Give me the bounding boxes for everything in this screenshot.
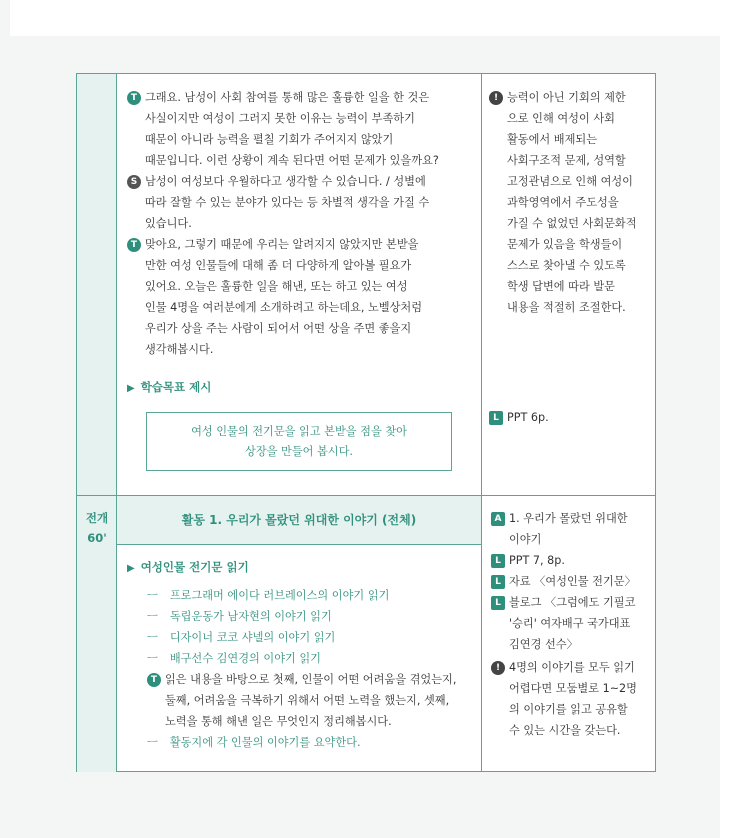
ppt-l-icon: L — [491, 554, 505, 568]
learning-goal-box: 여성 인물의 전기문을 읽고 본받을 점을 찾아 상장을 만들어 봅시다. — [146, 412, 452, 471]
lesson-plan-table — [76, 73, 656, 772]
list-item: 배구선수 김연경의 이야기 읽기 — [169, 652, 321, 665]
teacher-line-2: T 맞아요, 그렇기 때문에 우리는 알려지지 않았지만 본받을 만한 여성 인물들에 대해 좀 더 다양하게 알아볼 필요가 있어요. 오늘은 훌륭한 일을 해낸, 또는 하고 있는 여성 인물 4명을 여러분에게 소개하려고 하는데요, 노벨상처럼 우리가 상을 주는 사람이 되어서 어떤 상을 주면 좋을지 생각해봅시다. — [145, 234, 422, 360]
stage-cell-intro — [77, 74, 117, 496]
teacher-badge-icon: T — [127, 91, 141, 105]
exclamation-icon: ! — [491, 661, 505, 675]
goal-heading: ▶ 학습목표 제시 — [127, 380, 212, 394]
activity-caution-note: ! 4명의 이야기를 모두 읽기 어렵다면 모둠별로 1~2명 의 이야기를 읽고 공유할 수 있는 시간을 갖는다. — [509, 657, 637, 741]
student-line-1: S 남성이 여성보다 우월하다고 생각할 수 있습니다. / 성별에 따라 잘할 수 있는 분야가 있다는 등 차별적 생각을 가질 수 있습니다. — [145, 171, 429, 234]
teacher-line-3: T 읽은 내용을 바탕으로 첫째, 인물이 어떤 어려움을 겪었는지, 둘째, 어려움을 극복하기 위해서 어떤 노력을 했는지, 셋째, 노력을 통해 해낸 일은 무엇인지 정리해봅시다. — [165, 669, 456, 732]
activity-material-notes: L PPT 7, 8p. L 자료 〈여성인물 전기문〉 L 블로그 〈그럼에도 기필코 '승리' 여자배구 국가대표 김연경 선수〉 — [509, 550, 636, 655]
triangle-icon: ▶ — [127, 563, 135, 574]
stage-time: 60' — [87, 531, 107, 545]
activity-summary: ㅡ 활동지에 각 인물의 이야기를 요약한다. — [147, 736, 361, 749]
intro-caution-note: ! 능력이 아닌 기회의 제한 으로 인해 여성이 사회 활동에서 배제되는 사회구조적 문제, 성역할 고정관념으로 인해 여성이 과학영역에서 주도성을 가질 수 없었던 사회문화적 문제가 있음을 학생들이 스스로 찾아낼 수 있도록 학생 답변에 따라 발문 내용을 적절히 조절한다. — [507, 87, 637, 318]
activity-item-list: ㅡ 프로그래머 에이다 러브레이스의 이야기 읽기 ㅡ 독립운동가 남자현의 이야기 읽기 ㅡ 디자이너 코코 샤넬의 이야기 읽기 ㅡ 배구선수 김연경의 이야기 읽기 — [147, 589, 390, 665]
activity-a-icon: A — [491, 512, 505, 526]
teacher-line-1: T 그래요. 남성이 사회 참여를 통해 많은 훌륭한 일을 한 것은 사실이지만 여성이 그러지 못한 이유는 능력이 부족하기 때문이 아니라 능력을 펼칠 기회가 주어지지 않았기 때문입니다. 이런 상황이 계속 된다면 어떤 문제가 있을까요? — [145, 87, 439, 171]
top-panel — [10, 0, 720, 36]
activity-title: 활동 1. 우리가 몰랐던 위대한 이야기 (전체) — [117, 496, 481, 545]
blog-l-icon: L — [491, 596, 505, 610]
triangle-icon: ▶ — [127, 383, 135, 394]
activity-heading: ▶ 여성인물 전기문 읽기 — [127, 560, 249, 574]
list-item: 독립운동가 남자현의 이야기 읽기 — [169, 610, 332, 623]
teacher-badge-icon: T — [127, 238, 141, 252]
intro-ppt-note: L PPT 6p. — [507, 407, 549, 428]
list-item: 디자이너 코코 샤넬의 이야기 읽기 — [169, 631, 336, 644]
right-margin — [720, 0, 740, 838]
material-l-icon: L — [491, 575, 505, 589]
activity-title-note: A 1. 우리가 몰랐던 위대한 이야기 — [509, 508, 628, 550]
teacher-badge-icon: T — [147, 673, 161, 687]
stage-name: 전개 — [85, 511, 109, 525]
student-badge-icon: S — [127, 175, 141, 189]
ppt-l-icon: L — [489, 411, 503, 425]
list-item: 프로그래머 에이다 러브레이스의 이야기 읽기 — [169, 589, 390, 602]
stage-label — [77, 508, 117, 548]
exclamation-icon: ! — [489, 91, 503, 105]
